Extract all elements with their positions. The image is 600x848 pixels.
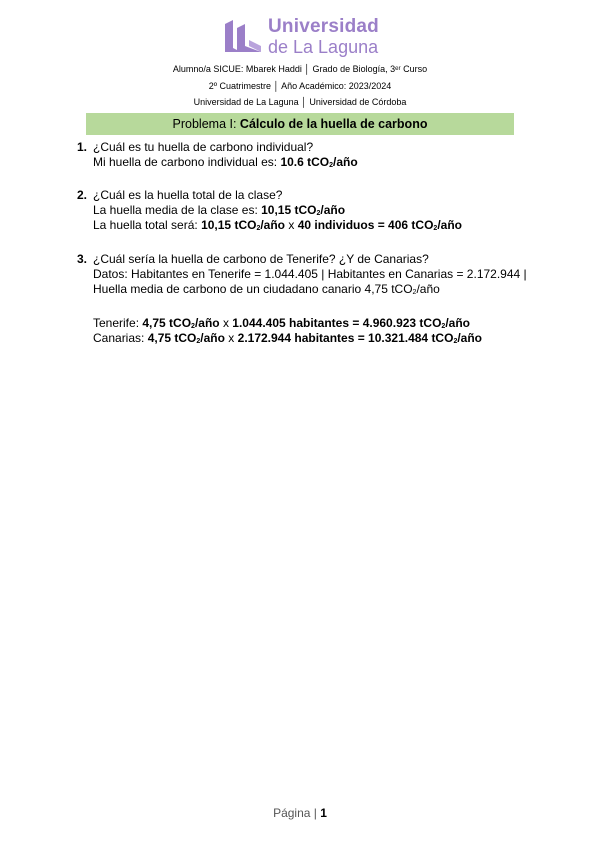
page-label: Página | (273, 806, 321, 820)
banner-prefix: Problema I: (172, 117, 240, 131)
answer-prefix: Mi huella de carbono individual es: (93, 155, 281, 169)
times-sign: x (219, 316, 233, 330)
unit-suffix: /año (445, 316, 470, 330)
subscript: 2 (412, 289, 417, 296)
student-info: Alumno/a SICUE: Mbarek Haddi │ Grado de Biología, 3ᵉʳ Curso (172, 64, 428, 74)
problem-banner (86, 113, 514, 135)
calc-population: 1.044.405 habitantes = (232, 316, 363, 330)
answer-value: 10,15 tCO (261, 203, 317, 217)
unit-suffix: /año (194, 316, 220, 330)
question-text: ¿Cuál sería la huella de carbono de Tenerife? ¿Y de Canarias? (93, 252, 429, 266)
question-number: 3. (77, 252, 88, 266)
logo-line2: de La Laguna (268, 37, 379, 57)
calc-label: Canarias: (93, 331, 148, 345)
unit-suffix: /año (200, 331, 225, 345)
unit-suffix: /año (320, 203, 346, 217)
data-prefix: Huella media de carbono de un ciudadano canario 4,75 tCO (93, 282, 413, 296)
logo-line1: Universidad (268, 16, 379, 37)
calc-result: 4.960.923 tCO (362, 316, 442, 330)
calc-result: 10.321.484 tCO (368, 331, 454, 345)
subscript: 2 (191, 323, 195, 330)
banner-title: Cálculo de la huella de carbono (239, 117, 428, 131)
answer-value: 10,15 tCO (201, 218, 257, 232)
subscript: 2 (329, 162, 334, 169)
subscript: 2 (433, 225, 438, 232)
subscript: 2 (316, 210, 321, 217)
answer-prefix: La huella media de la clase es: (93, 203, 262, 217)
answer-prefix: La huella total será: (93, 218, 202, 232)
unit-suffix: /año (437, 218, 462, 232)
times-sign: x (224, 331, 238, 345)
subscript: 2 (196, 338, 201, 345)
data-line: Datos: Habitantes en Tenerife = 1.044.405 | Habitantes en Canarias = 2.172.944 | (93, 267, 527, 281)
answer-value: 10.6 tCO (280, 155, 330, 169)
unit-suffix: /año (416, 282, 440, 296)
canarias-calculation (93, 331, 482, 346)
logo-text (268, 18, 379, 56)
tenerife-calculation (93, 316, 470, 331)
answer-total: 40 individuos = 406 tCO (297, 218, 434, 232)
university-logo (223, 18, 383, 58)
subscript: 2 (453, 338, 458, 345)
question-text: ¿Cuál es la huella total de la clase? (93, 188, 283, 202)
subscript: 2 (441, 323, 446, 330)
answer-line (93, 155, 543, 170)
times-sign: x (285, 218, 298, 232)
page-number: 1 (320, 806, 327, 820)
ull-logo-icon (223, 18, 263, 56)
unit-suffix: /año (457, 331, 483, 345)
answer-line-2 (93, 218, 543, 233)
question-number: 2. (77, 188, 88, 202)
data-line-2 (93, 282, 543, 297)
calc-factor: 4,75 tCO (142, 316, 192, 330)
page-footer (0, 806, 600, 820)
question-number: 1. (77, 140, 88, 154)
subscript: 2 (256, 225, 261, 232)
unit-suffix: /año (333, 155, 358, 169)
answer-line-1 (93, 203, 543, 218)
unit-suffix: /año (260, 218, 286, 232)
calc-factor: 4,75 tCO (147, 331, 197, 345)
university-info: Universidad de La Laguna │ Universidad de Córdoba (193, 97, 407, 107)
question-text: ¿Cuál es tu huella de carbono individual? (93, 140, 314, 154)
calc-population: 2.172.944 habitantes = (237, 331, 369, 345)
term-info: 2º Cuatrimestre │ Año Académico: 2023/2024 (208, 81, 392, 91)
calc-label: Tenerife: (93, 316, 143, 330)
